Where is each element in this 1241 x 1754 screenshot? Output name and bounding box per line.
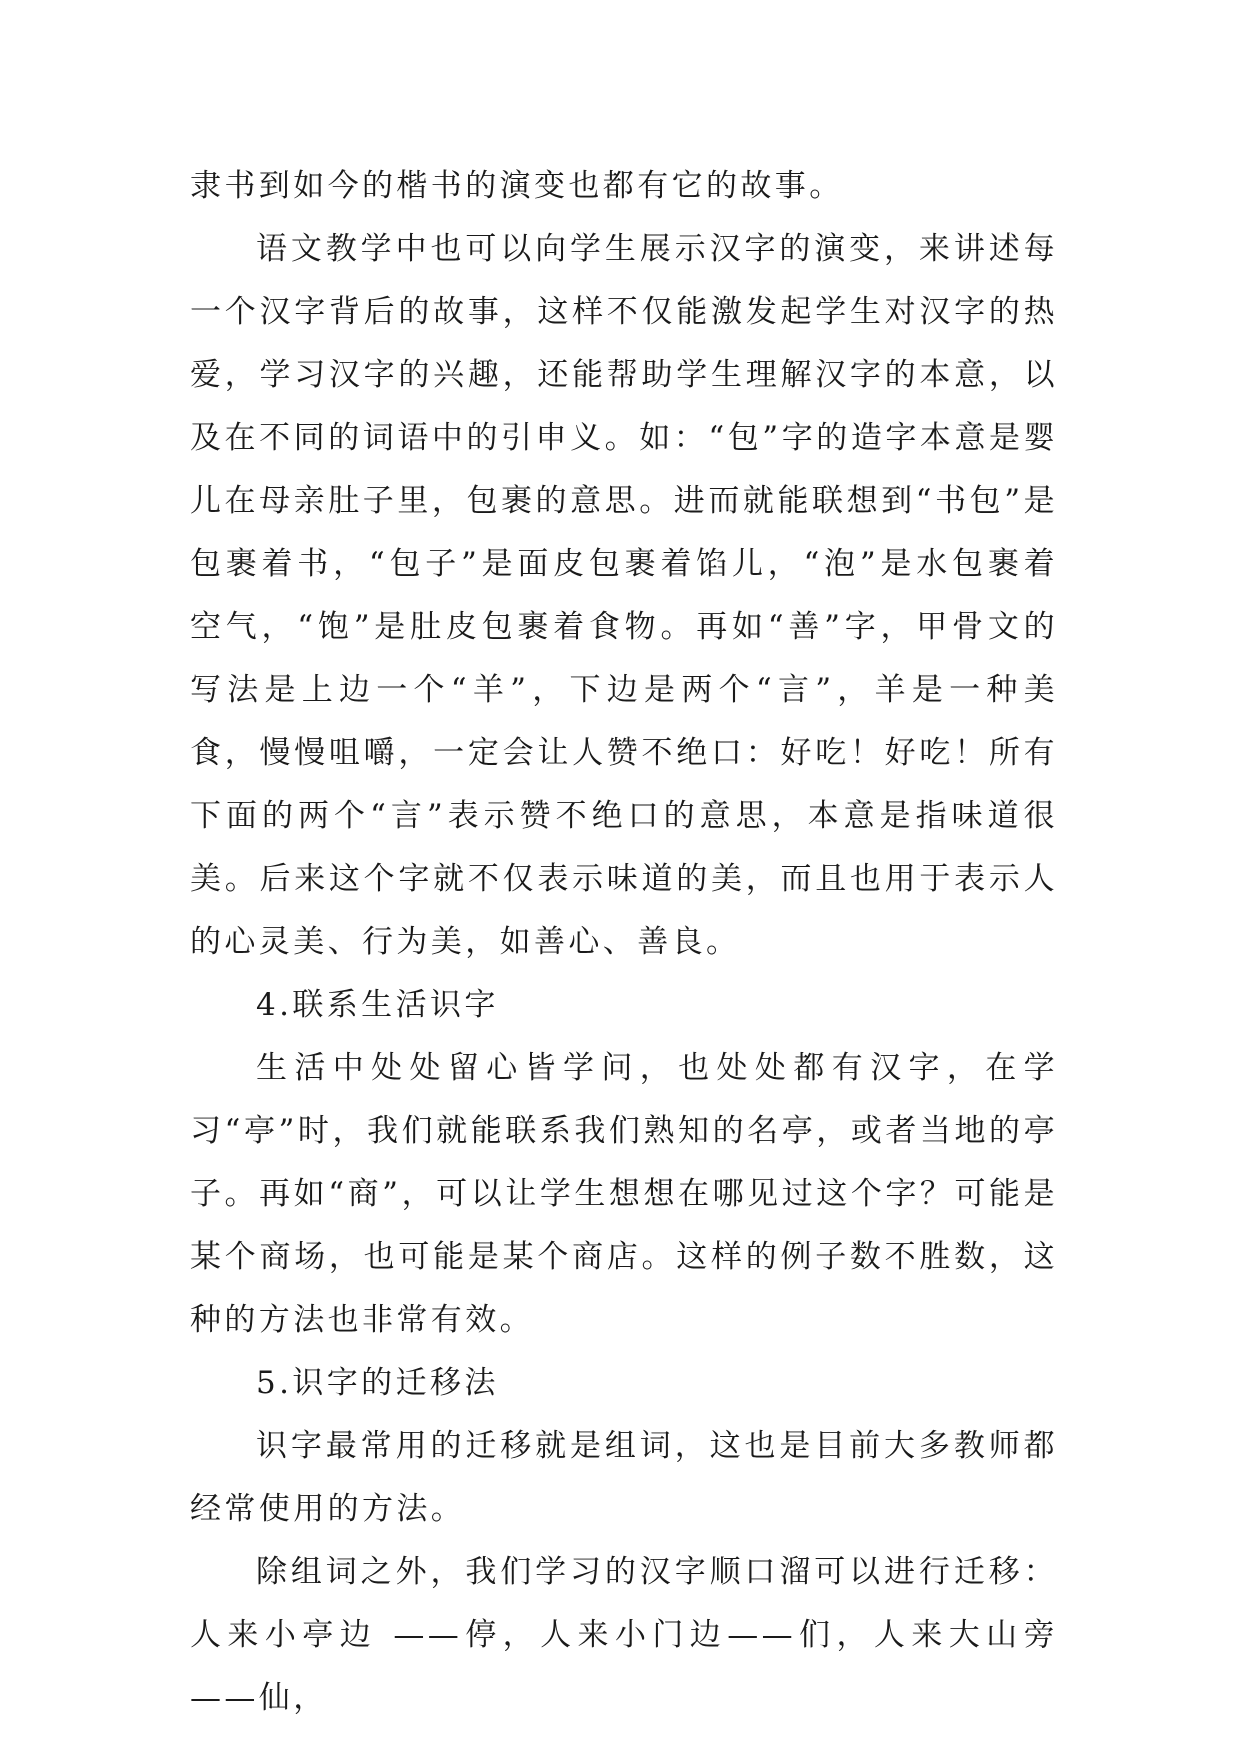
document-body xyxy=(190,155,1058,1730)
paragraph-continued: 隶书到如今的楷书的演变也都有它的故事。 xyxy=(190,168,844,204)
paragraph-character-evolution: 语文教学中也可以向学生展示汉字的演变，来讲述每一个汉字背后的故事，这样不仅能激发起学生对汉字的热爱，学习汉字的兴趣，还能帮助学生理解汉字的本意，以及在不同的词语中的引申义。如：“包”字的造字本意是婴儿在母亲肚子里，包裹的意思。进而就能联想到“书包”是包裹着书，“包子”是面皮包裹着馅儿，“泡”是水包裹着空气，“饱”是肚皮包裹着食物。再如“善”字，甲骨文的写法是上边一个“羊”，下边是两个“言”，羊是一种美食，慢慢咀嚼，一定会让人赞不绝口：好吃！好吃！所有下面的两个“言”表示赞不绝口的意思，本意是指味道很美。后来这个字就不仅表示味道的美，而且也用于表示人的心灵美、行为美，如善心、善良。 xyxy=(190,231,1058,960)
section-heading-life-literacy: 4.联系生活识字 xyxy=(256,987,499,1023)
section-heading-transfer-method: 5.识字的迁移法 xyxy=(256,1365,499,1401)
paragraph-word-formation: 识字最常用的迁移就是组词，这也是目前大多教师都经常使用的方法。 xyxy=(190,1428,1058,1527)
paragraph-rhyme-transfer: 除组词之外，我们学习的汉字顺口溜可以进行迁移：人来小亭边 ——停，人来小门边——们，人来大山旁——仙， xyxy=(190,1554,1058,1716)
paragraph-life-literacy: 生活中处处留心皆学问，也处处都有汉字，在学习“亭”时，我们就能联系我们熟知的名亭，或者当地的亭子。再如“商”，可以让学生想想在哪见过这个字？可能是某个商场，也可能是某个商店。这样的例子数不胜数，这种的方法也非常有效。 xyxy=(190,1050,1058,1338)
